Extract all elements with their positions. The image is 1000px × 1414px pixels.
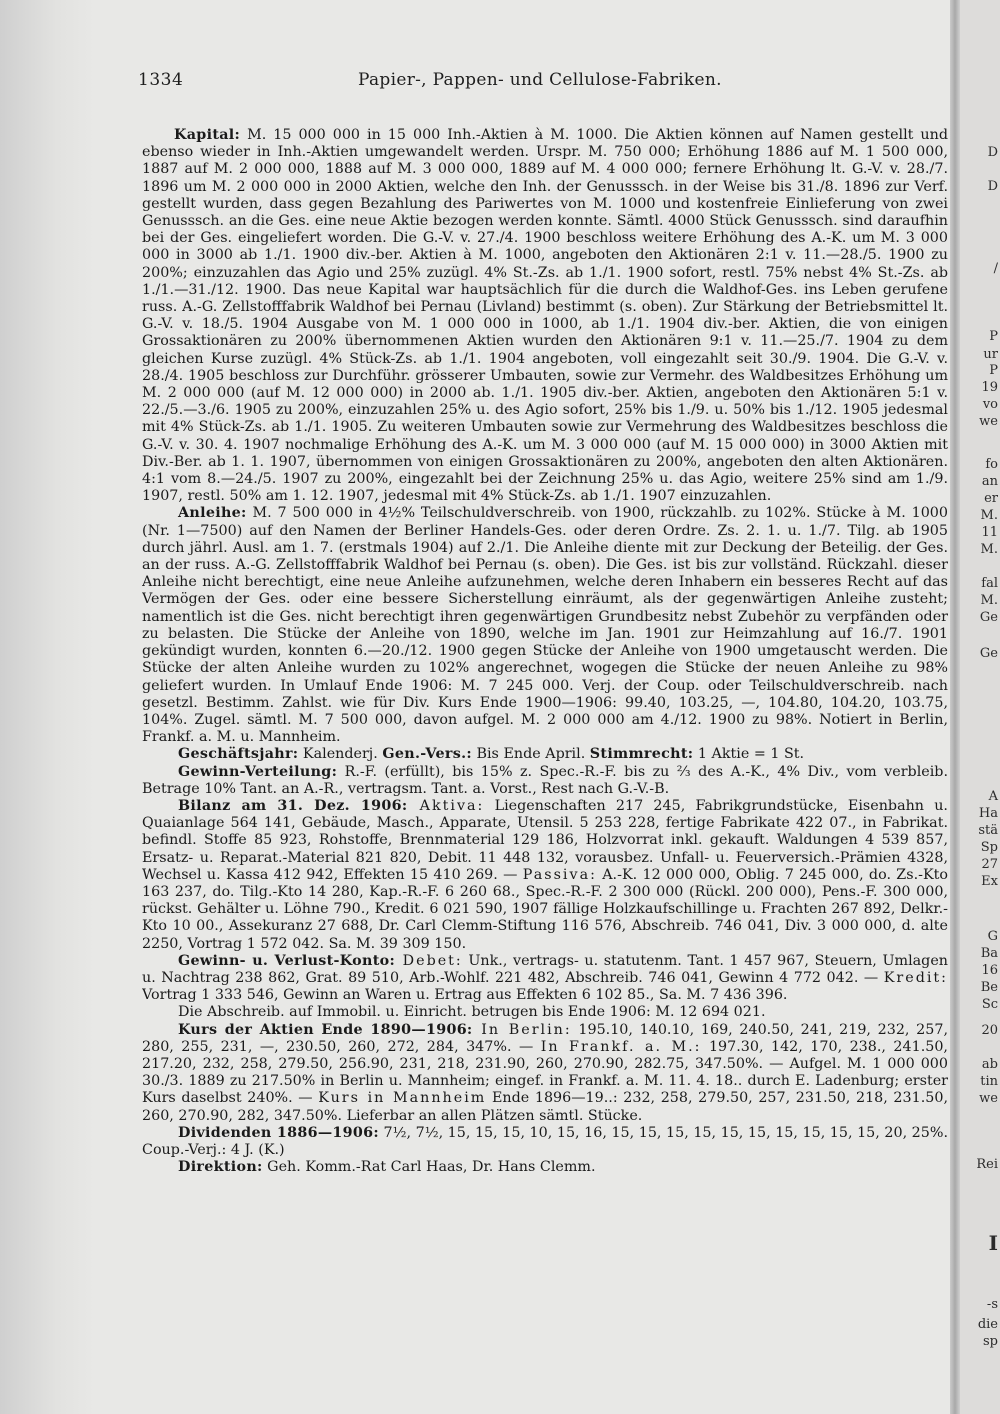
- article-body: [142, 127, 948, 1372]
- adjacent-fragment: ur: [983, 347, 998, 362]
- adjacent-fragment: M.: [980, 508, 998, 523]
- adjacent-fragment: I: [988, 1231, 998, 1255]
- adjacent-fragment: stä: [978, 823, 998, 838]
- stimmrecht-text: 1 Aktie = 1 St.: [693, 746, 805, 763]
- adjacent-fragment: we: [979, 414, 998, 429]
- kapital-paragraph: [142, 127, 948, 505]
- kredit-text: Vortrag 1 333 546, Gewinn an Waren u. Ertrag aus Effekten 6 102 85., Sa. M. 7 436 396.: [142, 987, 788, 1004]
- adjacent-fragment: Ge: [979, 610, 998, 625]
- berlin-label: In Berlin:: [472, 1021, 572, 1038]
- dividenden-paragraph: [142, 1125, 948, 1159]
- kapital-label: Kapital:: [174, 127, 241, 143]
- frankfurt-text: 197.30, 142, 170, 238., 241.50, 217.20, 232, 258, 279.50, 256.90, 231, 218, 231.90, 260, 270.90, 282.75, 347.50%. — Aufgel. M. 1 000 000 30./3. 1889 zu 217.50% in Berlin u. Mannheim; eingef. in Frankf. a. M. 11. 4. 18.. durch E. Ladenburg; erster Kurs daselbst 240%. —: [142, 1038, 948, 1107]
- adjacent-fragment: Rei: [976, 1157, 998, 1172]
- adjacent-fragment: 11: [981, 525, 998, 540]
- adjacent-fragment: Sp: [980, 840, 998, 855]
- abschreibung-paragraph: [142, 1004, 948, 1021]
- kurs-label: Kurs der Aktien Ende 1890—1906:: [178, 1021, 473, 1038]
- adjacent-fragment: fo: [985, 457, 998, 472]
- frankfurt-label: In Frankf. a. M.:: [540, 1038, 702, 1055]
- adjacent-fragment: tin: [980, 1074, 998, 1089]
- page-gutter: [950, 0, 960, 1414]
- adjacent-fragment: 16: [981, 963, 998, 978]
- direktion-text: Geh. Komm.-Rat Carl Haas, Dr. Hans Clemm.: [262, 1159, 596, 1176]
- anleihe-paragraph: [142, 505, 948, 746]
- adjacent-fragment: D: [987, 145, 998, 160]
- kredit-label: Kredit:: [883, 969, 948, 986]
- adjacent-fragment: P: [989, 363, 998, 378]
- running-title: Papier-, Pappen- und Cellulose-Fabriken.: [358, 70, 722, 90]
- gewinnverteilung-label: Gewinn-Verteilung:: [178, 763, 338, 780]
- dividenden-text: 7½, 7½, 15, 15, 15, 10, 15, 16, 15, 15, 15, 15, 15, 15, 15, 15, 15, 15, 20, 25%. Coup.-Verj.: 4 J. (K.): [142, 1124, 948, 1158]
- adjacent-fragment: Be: [980, 980, 998, 995]
- gewinnverteilung-paragraph: [142, 764, 948, 798]
- adjacent-fragment: M.: [980, 593, 998, 608]
- adjacent-fragment: die: [977, 1317, 998, 1332]
- page-number: 1334: [138, 70, 184, 90]
- adjacent-fragment: Ge: [979, 646, 998, 661]
- bilanz-paragraph: [142, 798, 948, 953]
- adjacent-fragment: 20: [981, 1023, 998, 1038]
- adjacent-fragment: sp: [983, 1334, 998, 1349]
- adjacent-fragment: 19: [981, 380, 998, 395]
- adjacent-fragment: M.: [980, 542, 998, 557]
- direktion-paragraph: [142, 1159, 948, 1176]
- kapital-text: M. 15 000 000 in 15 000 Inh.-Aktien à M. 1000. Die Aktien können auf Namen gestellt und ebenso wieder in Inh.-Aktien umgewandelt werden. Urspr. M. 750 000; Erhöhung 1886 auf M. 1 500 000, 1887 auf M. 2 000 000, 1888 auf M. 3 000 000, 1889 auf M. 4 000 000; fernere Erhöhung lt. G.-V. v. 28./7. 1896 um M. 2 000 000 in 2000 Aktien, welche den Inh. der Genusssch. in der Weise bis 31./8. 1896 zur Verf. gestellt wurden, dass gegen Bezahlung des Pariwertes von M. 1000 und kostenfreie Einlieferung von zwei Genusssch. an die Ges. eine neue Aktie bezogen werden konnte. Sämtl. 4000 Stück Genusssch. sind daraufhin bei der Ges. eingeliefert worden. Die G.-V. v. 27./4. 1900 beschloss weitere Erhöhung des A.-K. um M. 3 000 000 in 3000 ab 1./1. 1900 div.-ber. Aktien à M. 1000, angeboten den Aktionären 2:1 v. 11.—28./5. 1900 zu 200%; einzuzahlen das Agio und 25% zuzügl. 4% St.-Zs. ab 1./1. 1900 sofort, restl. 75% nebst 4% St.-Zs. ab 1./1.—31./12. 1900. Das neue Kapital war hauptsächlich für die durch die Waldhof-Ges. ins Leben gerufene russ. A.-G. Zellstofffabrik Waldhof bei Pernau (Livland) bestimmt (s. oben). Zur Stärkung der Betriebsmittel lt. G.-V. v. 18./5. 1904 Ausgabe von M. 1 000 000 in 1000, ab 1./1. 1904 div.-ber. Aktien, die von einigen Grossaktionären zu 200% übernommenen Aktien wurden den Aktionären 9:1 v. 11.—25./7. 1904 zu dem gleichen Kurse zuzügl. 4% Stück-Zs. ab 1./1. 1904 angeboten, voll eingezahlt seit 30./9. 1904. Die G.-V. v. 28./4. 1905 beschloss zur Durchführ. grösserer Umbauten, sowie zur Vermehr. des Waldbesitzes Erhöhung um M. 2 000 000 (auf M. 12 000 000) in 2000 ab. 1./1. 1905 div.-ber. Aktien, angeboten den Aktionären 5:1 v. 22./5.—3./6. 1905 zu 200%, einzuzahlen 25% u. des Agio sofort, 25% bis 1./9. u. 50% bis 1./12. 1905 jedesmal mit 4% Stück-Zs. ab 1./1. 1905. Zu weiteren Umbauten sowie zur Vermehrung des Waldbesitzes beschloss die G.-V. v. 30. 4. 1907 nochmalige Erhöhung des A.-K. um M. 3 000 000 (auf M. 15 000 000) in 3000 Aktien mit Div.-Ber. ab 1. 1. 1907, übernommen von einigen Grossaktionären zu 200%, angeboten den alten Aktionären. 4:1 vom 8.—24./5. 1907 zu 200%, eingezahlt bei der Zeichnung 25% u. das Agio, weitere 25% sind am 1./9. 1907, restl. 50% am 1. 12. 1907, jedesmal mit 4% Stück-Zs. ab 1./1. 1907 einzuzahlen.: [142, 127, 948, 505]
- adjacent-fragment: an: [981, 474, 998, 489]
- adjacent-fragment: D: [987, 179, 998, 194]
- adjacent-fragment: /: [993, 261, 998, 276]
- aktiva-text: Liegenschaften 217 245, Fabrikgrundstücke, Eisenbahn u. Quaianlage 564 141, Gebäude, Masch., Apparate, Utensil. 5 253 228, fertige Fabrikate 422 07., in Fabrikat. befindl. Stoffe 85 923, Rohstoffe, Brennmaterial 129 186, Holzvorrat inkl. gekauft. Waldungen 4 539 857, Ersatz- u. Reparat.-Material 821 820, Debit. 11 448 132, vorausbez. Unfall- u. Feuerversich.-Prämien 4328, Wechsel u. Kassa 412 942, Effekten 15 410 269. —: [142, 797, 948, 883]
- guv-paragraph: [142, 953, 948, 1005]
- passiva-label: Passiva:: [522, 866, 597, 883]
- adjacent-fragment: Ba: [980, 946, 998, 961]
- stimmrecht-label: Stimmrecht:: [589, 746, 694, 763]
- gen-vers-label: Gen.-Vers.:: [382, 746, 472, 763]
- geschaeftsjahr-paragraph: [142, 746, 948, 763]
- abschreibung-text: Die Abschreib. auf Immobil. u. Einricht. betrugen bis Ende 1906: M. 12 694 021.: [178, 1004, 766, 1021]
- geschaeftsjahr-label: Geschäftsjahr:: [178, 746, 299, 763]
- direktion-label: Direktion:: [178, 1159, 263, 1176]
- page-header: [138, 70, 950, 92]
- adjacent-fragment: er: [984, 491, 998, 506]
- berlin-text: 195.10, 140.10, 169, 240.50, 241, 219, 232, 257, 280, 255, 231, —, 230.50, 260, 272, 284, 347%. —: [142, 1021, 948, 1055]
- geschaeftsjahr-text: Kalenderj.: [298, 746, 383, 763]
- guv-label: Gewinn- u. Verlust-Konto:: [178, 952, 396, 969]
- passiva-text: A.-K. 12 000 000, Oblig. 7 245 000, do. Zs.-Kto 163 237, do. Tilg.-Kto 14 280, Kap.-R.-F. 6 260 68., Spec.-R.-F. 2 300 000 (Rückl. 200 000), Pens.-F. 300 000, rückst. Gehälter u. Löhne 790., Kredit. 6 021 590, 1907 fällige Holzkaufschillinge u. Frachten 267 892, Delkr.-Kto 10 00., Assekuranz 27 688, Dr. Carl Clemm-Stiftung 116 576, Abschreib. 746 041, Div. 3 000 000, d. alte 2250, Vortrag 1 572 042. Sa. M. 39 309 150.: [142, 866, 948, 952]
- mannheim-text: Ende 1896—19..: 232, 258, 279.50, 257, 231.50, 218, 231.50, 260, 270.90, 282, 347.50%. Lieferbar an allen Plätzen sämtl. Stücke.: [142, 1090, 948, 1124]
- adjacent-fragment: fal: [981, 576, 998, 591]
- kurs-paragraph: [142, 1022, 948, 1125]
- adjacent-fragment: we: [979, 1091, 998, 1106]
- gewinnverteilung-text: R.-F. (erfüllt), bis 15% z. Spec.-R.-F. bis zu ⅔ des A.-K., 4% Div., vom verbleib. Betrage 10% Tant. an A.-R., vertragsm. Tant. a. Vorst., Rest nach G.-V.-B.: [142, 763, 948, 797]
- bilanz-label: Bilanz am 31. Dez. 1906:: [178, 797, 408, 814]
- adjacent-fragment: P: [989, 329, 998, 344]
- debet-label: Debet:: [395, 952, 463, 969]
- anleihe-label: Anleihe:: [178, 505, 247, 522]
- mannheim-label: Kurs in Mannheim: [318, 1090, 487, 1107]
- adjacent-fragment: A: [988, 789, 998, 804]
- adjacent-fragment: Ex: [981, 874, 998, 889]
- debet-text: Unk., vertrags- u. statutenm. Tant. 1 457 967, Steuern, Umlagen u. Nachtrag 238 862, Grat. 89 510, Arb.-Wohlf. 221 482, Abschreib. 746 041, Gewinn 4 772 042. —: [142, 952, 948, 986]
- adjacent-fragment: G: [987, 929, 998, 944]
- anleihe-text: M. 7 500 000 in 4½% Teilschuldverschreib. von 1900, rückzahlb. zu 102%. Stücke à M. 1000 (Nr. 1—7500) auf den Namen der Berliner Handels-Ges. oder deren Ordre. Zs. 2. 1. u. 1./7. Tilg. ab 1905 durch jährl. Ausl. am 1. 7. (erstmals 1904) auf 2./1. Die Anleihe diente mit zur Deckung der Beteilig. der Ges. an der russ. A.-G. Zellstofffabrik Waldhof bei Pernau (s. oben). Die Ges. ist bis zur vollständ. Rückzahl. dieser Anleihe nicht berechtigt, eine neue Anleihe aufzunehmen, welche deren Inhabern ein besseres Recht auf das Vermögen der Ges. oder eine bessere Sicherstellung einräumt, als der gegenwärtigen Anleihe zusteht; namentlich ist die Ges. nicht berechtigt ihren gegenwärtigen Grundbesitz nebst Zubehör zu verpfänden oder zu belasten. Die Stücke der Anleihe von 1890, welche im Jan. 1901 zur Heimzahlung auf 16./7. 1901 gekündigt wurden, konnten 6.—20./12. 1900 gegen Stücke der Anleihe von 1900 umgetauscht werden. Die Stücke der alten Anleihe wurden zu 102% angerechnet, wogegen die Stücke der neuen Anleihe zu 98% geliefert wurden. In Umlauf Ende 1906: M. 7 245 000. Verj. der Coup. oder Teilschuldverschreib. nach gesetzl. Bestimm. Zahlst. wie für Div. Kurs Ende 1900—1906: 99.40, 103.25, —, 104.80, 104.20, 103.75, 104%. Zugel. sämtl. M. 7 500 000, davon aufgel. M. 2 000 000 am 4./12. 1900 zu 98%. Notiert in Berlin, Frankf. a. M. u. Mannheim.: [142, 505, 948, 746]
- adjacent-page-edge: [960, 0, 1000, 1414]
- adjacent-fragment: Sc: [981, 997, 998, 1012]
- adjacent-fragment: 27: [981, 857, 998, 872]
- adjacent-fragment: vo: [982, 397, 998, 412]
- gen-vers-text: Bis Ende April.: [471, 746, 590, 763]
- adjacent-fragment: -s: [986, 1297, 998, 1312]
- dividenden-label: Dividenden 1886—1906:: [178, 1124, 379, 1141]
- aktiva-label: Aktiva:: [407, 797, 485, 814]
- adjacent-fragment: Ha: [978, 806, 998, 821]
- adjacent-fragment: ab: [981, 1057, 998, 1072]
- binding-shadow: [0, 0, 95, 1414]
